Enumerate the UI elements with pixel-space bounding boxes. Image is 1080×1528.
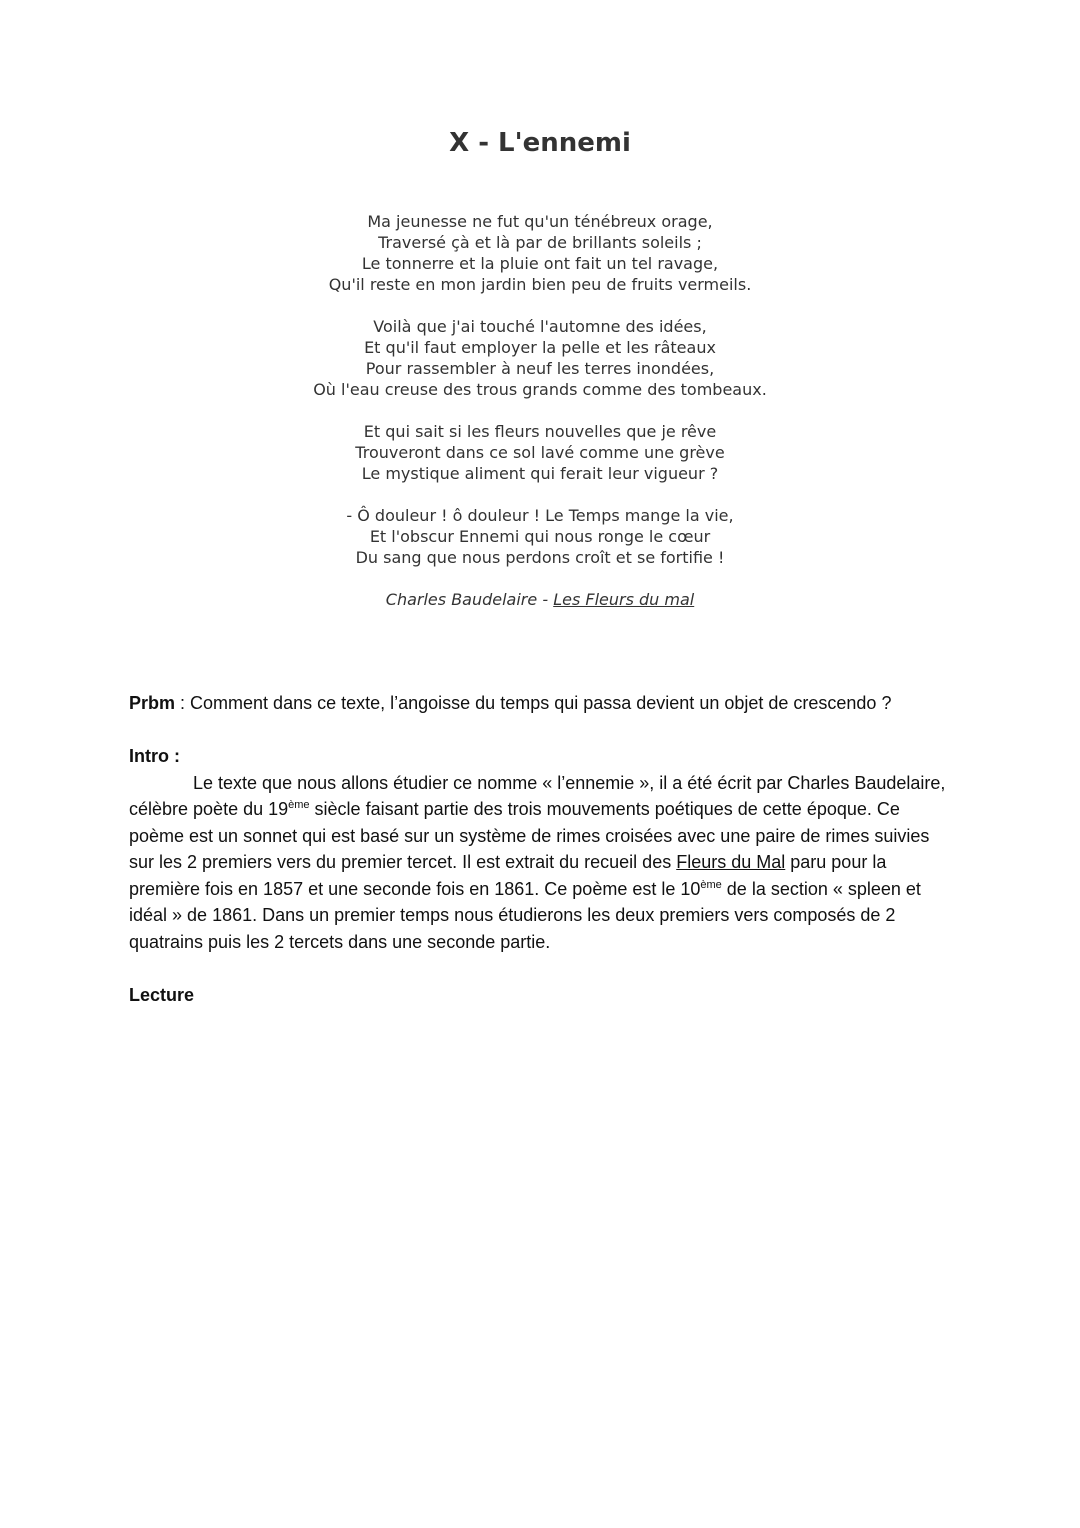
stanza-4 — [0, 505, 1080, 568]
verse: Voilà que j'ai touché l'automne des idées, — [373, 317, 707, 336]
verse: Ma jeunesse ne fut qu'un ténébreux orage, — [367, 212, 713, 231]
verse: Et qu'il faut employer la pelle et les râteaux — [364, 338, 716, 357]
lecture-label: Lecture — [129, 984, 195, 1005]
intro-text-4: de la section « spleen et idéal » de 1861. Dans un premier temps nous étudierons les deux premiers vers composés de 2 quatrains puis les 2 tercets dans une seconde partie. — [129, 878, 921, 952]
verse: Qu'il reste en mon jardin bien peu de fruits vermeils. — [328, 275, 752, 294]
poem-title: X - L'ennemi — [449, 128, 631, 158]
verse: Et qui sait si les fleurs nouvelles que je rêve — [363, 422, 717, 441]
verse: Et l'obscur Ennemi qui nous ronge le cœur — [369, 527, 711, 546]
intro-paragraph — [129, 770, 959, 956]
poem-author: Charles Baudelaire — [385, 590, 538, 609]
poem-work-link[interactable]: Les Fleurs du mal — [553, 590, 695, 609]
problem-text: Comment dans ce texte, l’angoisse du temps qui passa devient un objet de crescendo ? — [190, 693, 892, 713]
poem — [0, 211, 1080, 610]
verse: Traversé çà et là par de brillants soleils ; — [378, 233, 702, 252]
attribution-separator: - — [537, 590, 554, 609]
intro-sup-2: ème — [700, 878, 722, 891]
intro-sup-1: ème — [288, 799, 310, 811]
verse: Le mystique aliment qui ferait leur vigueur ? — [361, 464, 719, 483]
intro-text-2: siècle faisant partie des trois mouvements poétiques de cette époque. Ce poème est un sonnet qui est basé sur un système de rimes croisées avec une paire de rimes suivies sur les 2 premiers vers du premier tercet. Il est extrait du recueil des — [129, 799, 930, 872]
intro-label: Intro : — [129, 746, 180, 766]
poem-attribution — [0, 589, 1080, 610]
stanza-3 — [0, 421, 1080, 484]
intro-work-title: Fleurs du Mal — [676, 852, 786, 872]
intro-text-3: paru pour la première fois en 1857 et une seconde fois en 1861. Ce poème est le 10 — [129, 852, 887, 899]
essay — [129, 690, 959, 1008]
verse: Pour rassembler à neuf les terres inondées, — [365, 359, 715, 378]
verse: - Ô douleur ! ô douleur ! Le Temps mange la vie, — [346, 506, 734, 525]
stanza-1 — [0, 211, 1080, 295]
intro-text-1: Le texte que nous allons étudier ce nomme « l’ennemie », il a été écrit par Charles Baudelaire, célèbre poète du 19 — [129, 772, 946, 819]
problem-colon: : — [175, 693, 191, 713]
verse: Trouveront dans ce sol lavé comme une grève — [355, 443, 725, 462]
verse: Le tonnerre et la pluie ont fait un tel ravage, — [361, 254, 719, 273]
stanza-2 — [0, 316, 1080, 400]
verse: Où l'eau creuse des trous grands comme des tombeaux. — [313, 380, 767, 399]
problem-paragraph — [129, 690, 959, 717]
problem-label: Prbm — [129, 693, 176, 713]
verse: Du sang que nous perdons croît et se fortifie ! — [355, 548, 725, 567]
